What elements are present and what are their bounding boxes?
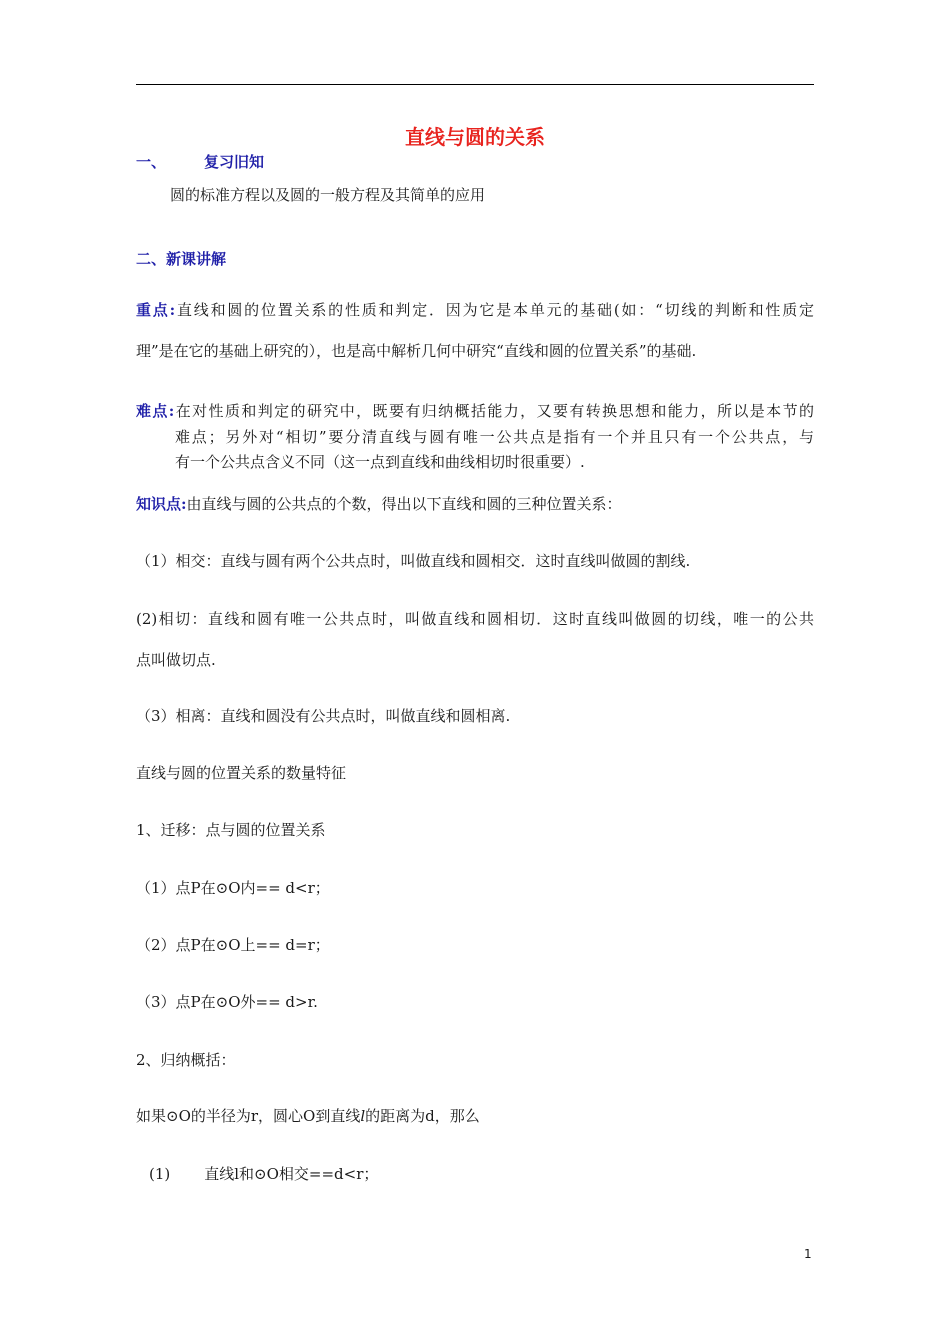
relation-intersect: （1）相交：直线与圆有两个公共点时，叫做直线和圆相交．这时直线叫做圆的割线. [136,552,691,570]
condition-variable: l [360,1107,366,1125]
point-inside: （1）点P在⊙O内== d<r； [136,879,330,897]
section1-title: 复习旧知 [204,153,265,171]
knowledge-text: 由直线与圆的公共点的个数，得出以下直线和圆的三种位置关系： [186,495,622,513]
summary-heading: 2、归纳概括： [136,1051,236,1069]
page-title: 直线与圆的关系 [405,125,545,149]
case-number: (1) [149,1165,171,1183]
header-rule [136,84,814,85]
difficulty-line3: 有一个公共点含义不同（这一点到直线和曲线相切时很重要）. [175,453,585,471]
condition-line [136,1106,480,1126]
key-point-label: 重点: [136,301,176,319]
condition-text-before: 如果⊙O的半径为r，圆心O到直线 [136,1107,361,1125]
section1-number: 一、 [136,153,167,171]
point-on: （2）点P在⊙O上== d=r； [136,936,330,954]
transfer-heading: 1、迁移：点与圆的位置关系 [136,821,326,839]
difficulty-line1 [136,401,814,421]
section2-heading: 二、新课讲解 [136,250,227,268]
relation-separate: （3）相离：直线和圆没有公共点时，叫做直线和圆相离. [136,707,511,725]
section1-heading [136,152,264,172]
quantity-heading: 直线与圆的位置关系的数量特征 [136,764,347,782]
section1-body: 圆的标准方程以及圆的一般方程及其简单的应用 [170,186,486,204]
point-outside: （3）点P在⊙O外== d>r. [136,993,318,1011]
case-text: 直线l和⊙O相交==d<r； [204,1165,379,1183]
case-intersect [149,1164,378,1184]
key-point-line1 [136,300,814,320]
difficulty-label: 难点: [136,402,175,420]
knowledge-label: 知识点: [136,495,187,513]
condition-text-after: 的距离为d，那么 [365,1107,480,1125]
key-point-text: 直线和圆的位置关系的性质和判定．因为它是本单元的基础(如：“切线的判断和性质定 [175,301,814,319]
page-number: 1 [804,1247,812,1261]
difficulty-text: 在对性质和判定的研究中，既要有归纳概括能力，又要有转换思想和能力，所以是本节的 [174,402,814,420]
relation-tangent-line1: (2)相切：直线和圆有唯一公共点时，叫做直线和圆相切．这时直线叫做圆的切线，唯一的公共 [136,610,814,628]
relation-tangent-line2: 点叫做切点. [136,651,216,669]
key-point-line2: 理”是在它的基础上研究的），也是高中解析几何中研究“直线和圆的位置关系”的基础. [136,342,697,360]
knowledge-point [136,494,622,514]
difficulty-line2: 难点；另外对“相切”要分清直线与圆有唯一公共点是指有一个并且只有一个公共点，与 [175,428,814,446]
